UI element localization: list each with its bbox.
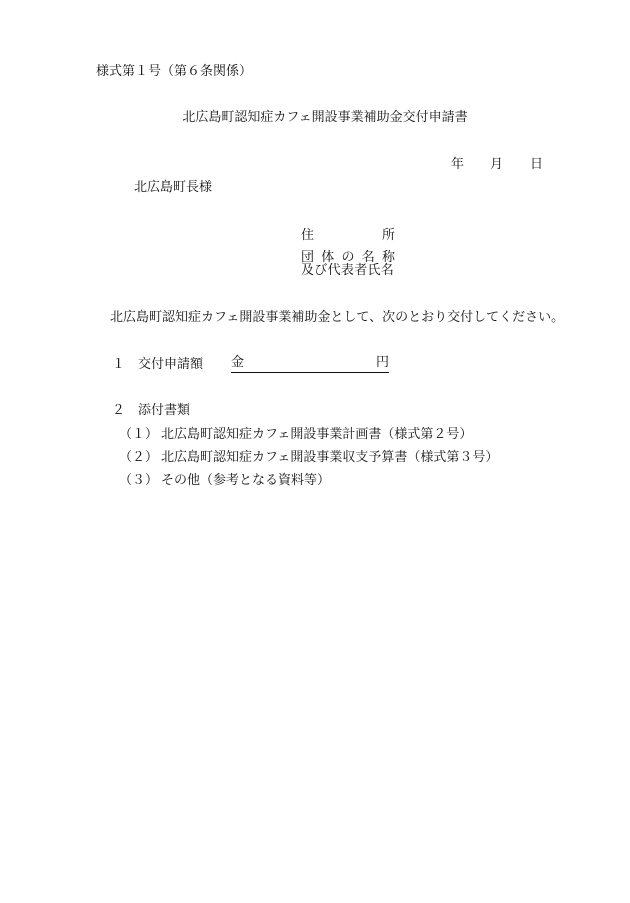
org-label-char: 名 <box>361 250 375 265</box>
item-requested-amount <box>112 358 230 371</box>
request-statement: 北広島町認知症カフェ開設事業補助金として、次のとおり交付してください。 <box>110 310 565 325</box>
attachment-item <box>119 474 330 487</box>
item-number: ２ <box>112 403 126 418</box>
item-attachments <box>112 404 190 417</box>
address-label-char: 住 <box>301 228 315 243</box>
representative-name-label: 及び代表者氏名 <box>301 263 395 278</box>
date-day-label: 日 <box>530 157 544 172</box>
attachment-number: （１） <box>119 427 159 442</box>
attachment-text: 北広島町認知症カフェ開設事業収支予算書（様式第３号） <box>161 450 499 465</box>
attachment-item <box>119 451 498 464</box>
attachment-number: （３） <box>119 473 159 488</box>
item-label: 交付申請額 <box>138 357 204 372</box>
attachment-text: 北広島町認知症カフェ開設事業計画書（様式第２号） <box>161 427 473 442</box>
attachment-number: （２） <box>119 450 159 465</box>
org-label-char: の <box>341 250 355 265</box>
item-number: １ <box>112 357 126 372</box>
org-label-char: 団 <box>301 250 315 265</box>
amount-prefix: 金 <box>231 355 245 370</box>
addressee: 北広島町長様 <box>134 180 213 195</box>
org-label-char: 称 <box>381 250 395 265</box>
attachment-item <box>119 428 472 441</box>
org-label-char: 体 <box>321 250 335 265</box>
document-title: 北広島町認知症カフェ開設事業補助金交付申請書 <box>182 110 468 125</box>
address-label <box>301 229 395 242</box>
form-number: 様式第１号（第６条関係） <box>96 64 253 79</box>
address-label-char: 所 <box>381 228 395 243</box>
attachment-text: その他（参考となる資料等） <box>161 473 331 488</box>
date-month-label: 月 <box>490 157 504 172</box>
amount-field[interactable] <box>231 356 389 373</box>
amount-suffix: 円 <box>375 355 389 370</box>
item-label: 添付書類 <box>138 403 191 418</box>
date-year-label: 年 <box>451 157 465 172</box>
